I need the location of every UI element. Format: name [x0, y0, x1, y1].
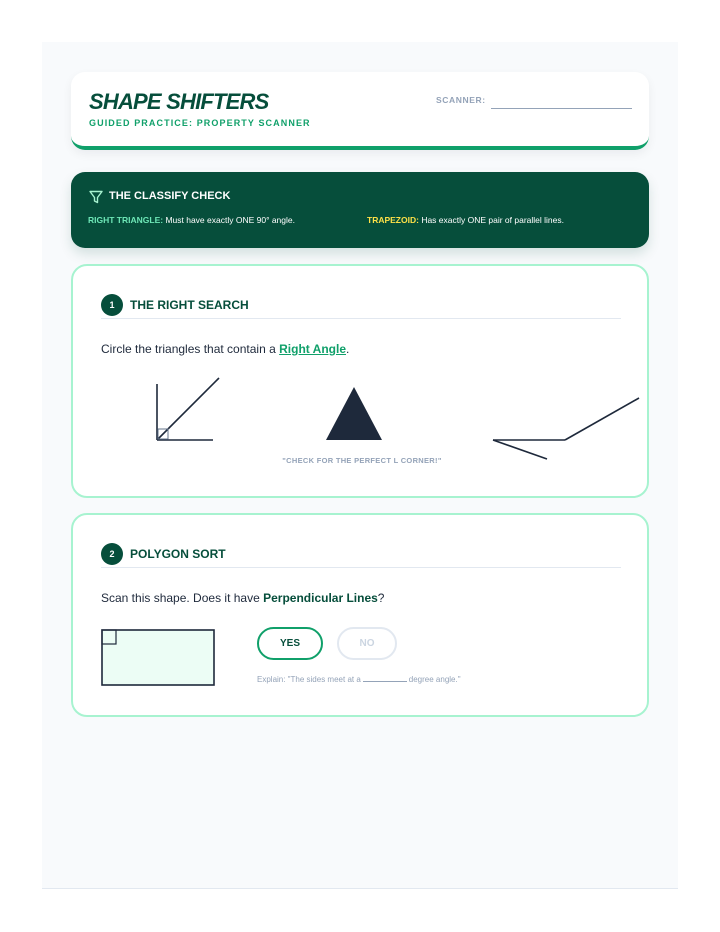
- prompt-end: .: [346, 342, 350, 356]
- rectangle-figure: [73, 515, 253, 719]
- no-button[interactable]: NO: [337, 627, 397, 660]
- explain-end: degree angle.": [408, 675, 461, 684]
- section-right-search: [71, 264, 649, 498]
- degree-blank-field[interactable]: [363, 681, 407, 682]
- classify-title: THE CLASSIFY CHECK: [109, 190, 231, 202]
- right-angle-figure-icon[interactable]: [157, 378, 219, 440]
- prompt-keyword: Perpendicular Lines: [263, 591, 378, 605]
- prompt-keyword: Right Angle: [279, 342, 346, 356]
- scanner-name-line[interactable]: [491, 108, 632, 109]
- filter-icon: [88, 189, 104, 205]
- section-title: POLYGON SORT: [130, 547, 226, 561]
- scanner-label: SCANNER:: [436, 95, 486, 105]
- prompt-text: Circle the triangles that contain a: [101, 342, 280, 356]
- worksheet-page: [42, 42, 678, 889]
- rule-trapezoid: [367, 215, 564, 225]
- hint-text: "CHECK FOR THE PERFECT L CORNER!": [282, 456, 442, 465]
- section-polygon-sort: [71, 513, 649, 717]
- obtuse-angle-figure-icon[interactable]: [493, 398, 639, 459]
- triangle-icon[interactable]: [326, 387, 382, 440]
- explain-text: Explain: "The sides meet at a: [257, 675, 361, 684]
- rule-text: Has exactly ONE pair of parallel lines.: [418, 215, 564, 225]
- rule-text: Must have exactly ONE 90° angle.: [163, 215, 295, 225]
- section-title: THE RIGHT SEARCH: [130, 298, 249, 312]
- page-title: SHAPE SHIFTERS: [89, 89, 269, 114]
- header-card: [71, 72, 649, 150]
- section-number-badge: 1: [101, 294, 123, 316]
- yes-button[interactable]: YES: [257, 627, 323, 660]
- rule-term: RIGHT TRIANGLE:: [88, 215, 164, 225]
- rule-term: TRAPEZOID:: [367, 215, 419, 225]
- page-subtitle: GUIDED PRACTICE: PROPERTY SCANNER: [89, 118, 311, 128]
- prompt-text: Scan this shape. Does it have: [101, 591, 264, 605]
- prompt-end: ?: [377, 591, 385, 605]
- explain-prompt: [257, 675, 461, 684]
- classify-check-panel: [71, 172, 649, 248]
- rule-right-triangle: [88, 215, 295, 225]
- rectangle-icon: [102, 630, 214, 685]
- section-number-badge: 2: [101, 543, 123, 565]
